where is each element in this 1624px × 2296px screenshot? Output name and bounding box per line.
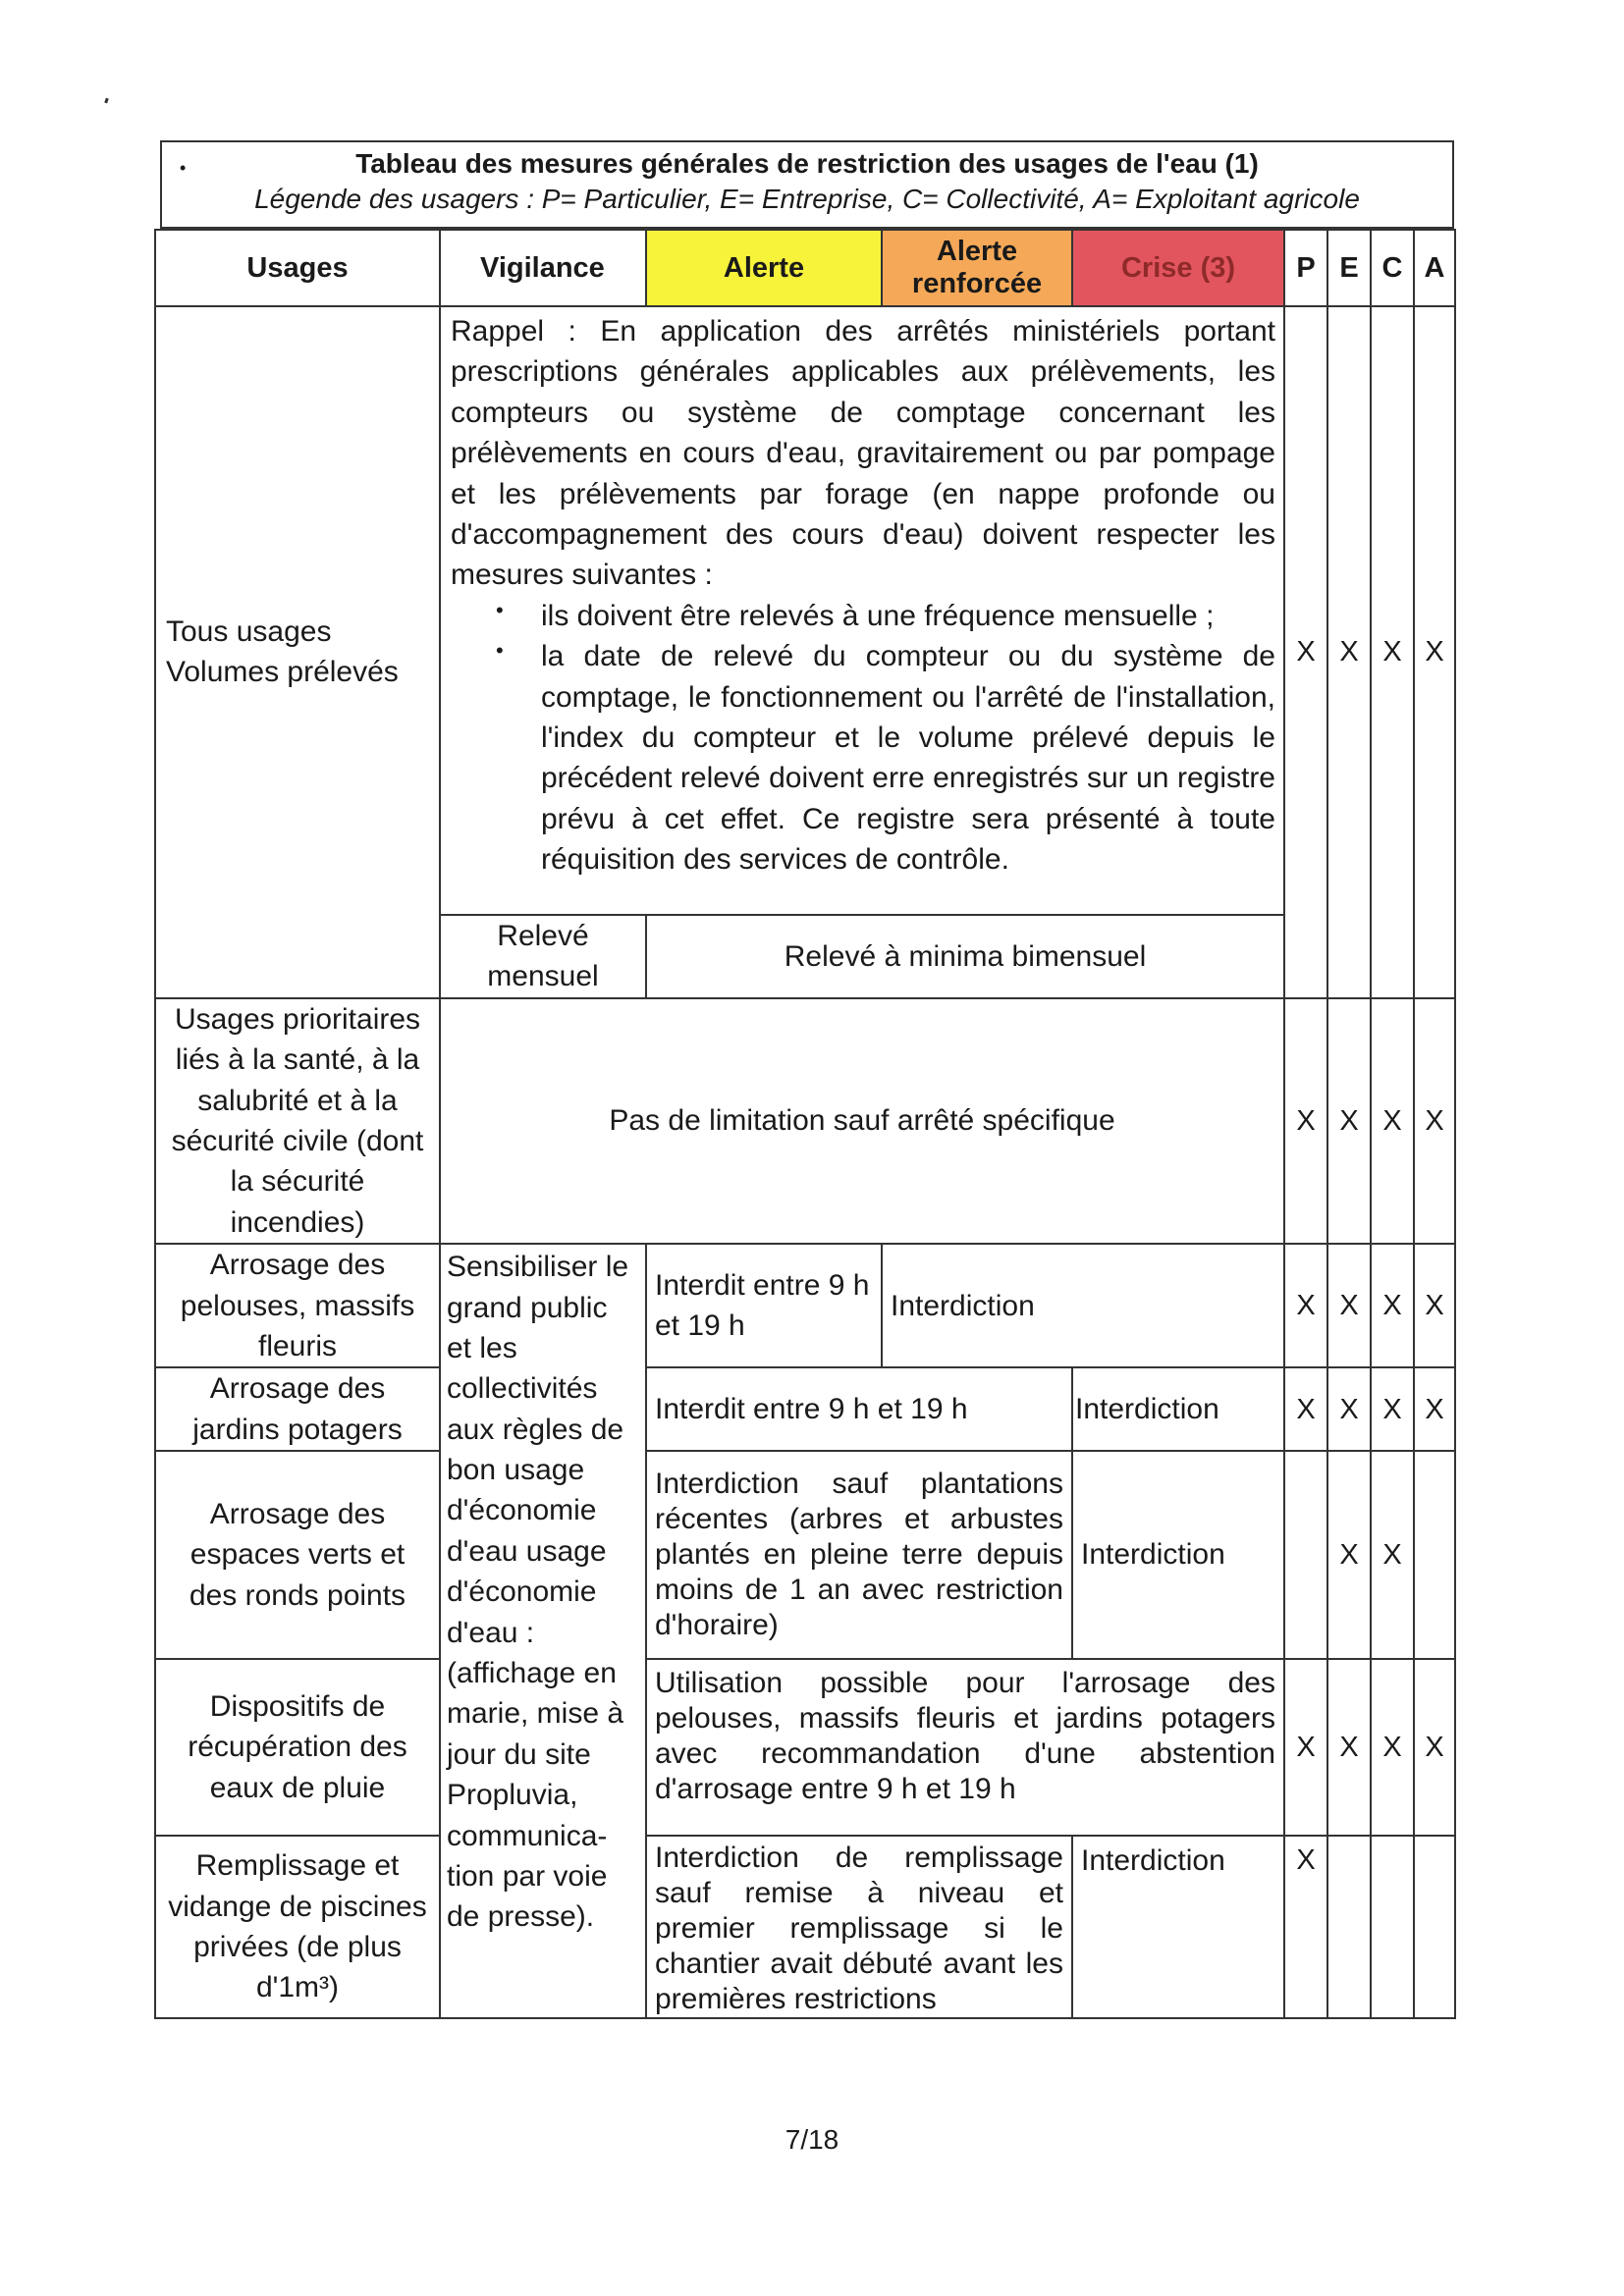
table-row xyxy=(155,1367,1455,1451)
scan-dot: • xyxy=(180,158,187,178)
mark-c: X xyxy=(1371,1659,1414,1836)
renforcee-interdiction: Interdiction xyxy=(882,1244,1284,1367)
alerte-interdiction-sauf-plantations: Interdiction sauf plantations récentes (arbres et arbustes plantés en pleine terre depuis moins de 1 an avec restriction d'horaire) xyxy=(646,1451,1072,1659)
mark-e: X xyxy=(1327,306,1371,998)
mark-e: X xyxy=(1327,1244,1371,1367)
mark-e: X xyxy=(1327,1367,1371,1451)
scan-mark xyxy=(105,98,111,104)
mark-e: X xyxy=(1327,998,1371,1244)
table-row xyxy=(155,998,1455,1244)
mark-c: X xyxy=(1371,998,1414,1244)
mark-c xyxy=(1371,1836,1414,2018)
alerte-interdiction-remplissage: Interdiction de remplissage sauf remise à niveau et premier remplissage si le chantier avait débuté avant les premières restrictions xyxy=(646,1836,1072,2018)
usage-espaces-verts: Arrosage des espaces verts et des ronds points xyxy=(155,1451,440,1659)
mark-p xyxy=(1284,1451,1327,1659)
mark-a: X xyxy=(1414,998,1455,1244)
table-row xyxy=(155,306,1455,915)
table-title-box xyxy=(160,140,1454,229)
page-number: 7/18 xyxy=(785,2124,839,2155)
mark-p: X xyxy=(1284,1836,1327,2018)
col-crise: Crise (3) xyxy=(1072,230,1284,306)
vigilance-releve-mensuel: Relevé mensuel xyxy=(440,915,646,998)
mark-a: X xyxy=(1414,306,1455,998)
usage-tous-usages: Tous usages Volumes prélevés xyxy=(155,306,440,998)
alerte-releve-bimensuel: Relevé à minima bimensuel xyxy=(646,915,1284,998)
measure-utilisation-possible: Utilisation possible pour l'arrosage des pelouses, massifs fleuris et jardins potagers avec recommandation d'une abstention d'arrosage entre 9 h et 19 h xyxy=(646,1659,1284,1836)
rappel-text xyxy=(440,306,1284,915)
usage-piscines-privees: Remplissage et vidange de piscines privées (de plus d'1m³) xyxy=(155,1836,440,2018)
col-a: A xyxy=(1414,230,1455,306)
mark-a: X xyxy=(1414,1367,1455,1451)
table-row xyxy=(155,1244,1455,1367)
usage-recuperation-eaux-pluie: Dispositifs de récupération des eaux de pluie xyxy=(155,1659,440,1836)
mark-c: X xyxy=(1371,1244,1414,1367)
col-e: E xyxy=(1327,230,1371,306)
col-c: C xyxy=(1371,230,1414,306)
table-row xyxy=(155,1451,1455,1659)
rappel-bullet: • ils doivent être relevés à une fréquence mensuelle ; xyxy=(541,596,1275,636)
rappel-list xyxy=(451,596,1275,881)
rappel-intro: Rappel : En application des arrêtés ministériels portant prescriptions générales applicables aux prélèvements, les compteurs ou système de comptage concernant les prélèvements en cours d'eau, gravitairement ou par pompage et les prélèvements par forage (en nappe profonde ou d'accompagnement des cours d'eau) doivent respecter les mesures suivantes : xyxy=(451,315,1275,592)
mark-e xyxy=(1327,1836,1371,2018)
mark-a xyxy=(1414,1836,1455,2018)
alerte-interdit-9-19: Interdit entre 9 h et 19 h xyxy=(646,1367,1072,1451)
mark-p: X xyxy=(1284,1659,1327,1836)
alerte-interdit-9-19: Interdit entre 9 h et 19 h xyxy=(646,1244,882,1367)
mark-p: X xyxy=(1284,306,1327,998)
mark-c: X xyxy=(1371,306,1414,998)
crise-interdiction: Interdiction xyxy=(1072,1836,1284,2018)
mark-p: X xyxy=(1284,998,1327,1244)
usage-arrosage-pelouses: Arrosage des pelouses, massifs fleuris xyxy=(155,1244,440,1367)
restriction-table xyxy=(154,229,1456,2019)
col-alerte-renforcee: Alerte renforcée xyxy=(882,230,1072,306)
table-row xyxy=(155,1836,1455,2018)
mark-a: X xyxy=(1414,1659,1455,1836)
col-alerte: Alerte xyxy=(646,230,882,306)
col-p: P xyxy=(1284,230,1327,306)
usage-jardins-potagers: Arrosage des jardins potagers xyxy=(155,1367,440,1451)
vigilance-sensibiliser: Sensibiliser le grand public et les collectivités aux règles de bon usage d'économie d'eau usage d'économie d'eau : (affichage en marie, mise à jour du site Propluvia, communica-tion par voie de presse). xyxy=(440,1244,646,2018)
usage-prioritaires: Usages prioritaires liés à la santé, à la salubrité et à la sécurité civile (dont la sécurité incendies) xyxy=(155,998,440,1244)
col-vigilance: Vigilance xyxy=(440,230,646,306)
crise-interdiction: Interdiction xyxy=(1072,1451,1284,1659)
table-row xyxy=(155,1659,1455,1836)
rappel-bullet: • la date de relevé du compteur ou du système de comptage, le fonctionnement ou l'arrêté de l'installation, l'index du compteur et le volume prélevé depuis le précédent relevé doivent erre enregistrés sur un registre prévu à cet effet. Ce registre sera présenté à toute réquisition des services de contrôle. xyxy=(541,636,1275,880)
mark-c: X xyxy=(1371,1367,1414,1451)
table-header-row xyxy=(155,230,1455,306)
mark-e: X xyxy=(1327,1451,1371,1659)
mark-a: X xyxy=(1414,1244,1455,1367)
mark-a xyxy=(1414,1451,1455,1659)
measure-pas-de-limitation: Pas de limitation sauf arrêté spécifique xyxy=(440,998,1284,1244)
crise-interdiction: Interdiction xyxy=(1072,1367,1284,1451)
table-title: Tableau des mesures générales de restriction des usages de l'eau (1) xyxy=(355,148,1259,179)
col-usages: Usages xyxy=(155,230,440,306)
mark-p: X xyxy=(1284,1244,1327,1367)
mark-p: X xyxy=(1284,1367,1327,1451)
mark-c: X xyxy=(1371,1451,1414,1659)
user-legend: Légende des usagers : P= Particulier, E= Entreprise, C= Collectivité, A= Exploitant agricole xyxy=(254,184,1360,214)
mark-e: X xyxy=(1327,1659,1371,1836)
